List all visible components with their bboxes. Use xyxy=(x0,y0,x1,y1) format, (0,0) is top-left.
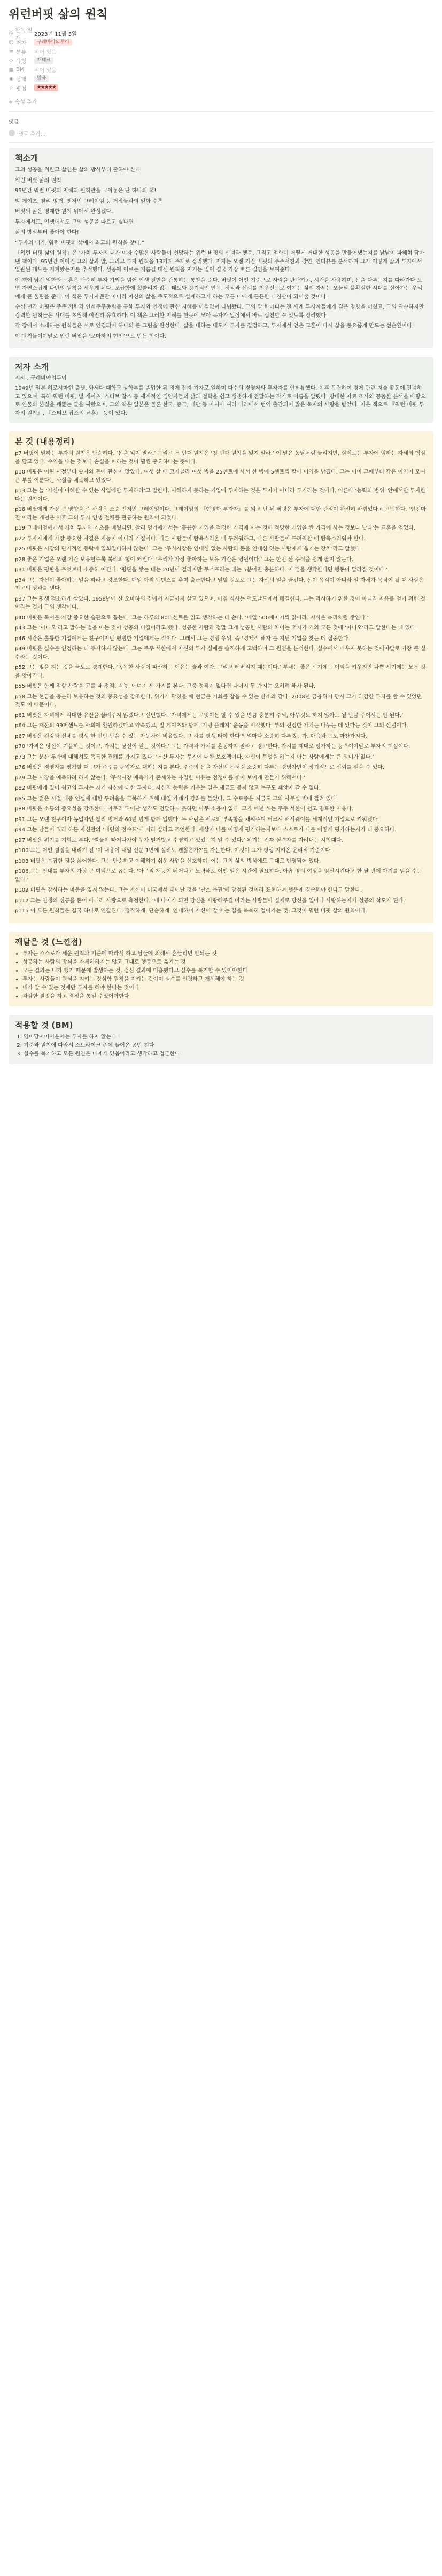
add-property-button[interactable]: + 속성 추가 xyxy=(9,99,37,105)
comments-heading: 댓글 xyxy=(9,119,19,125)
comment-placeholder: 댓글 추가... xyxy=(18,131,46,137)
property-row[interactable] xyxy=(9,47,433,56)
property-value[interactable] xyxy=(34,66,433,74)
property-value[interactable] xyxy=(34,84,433,91)
summary-paragraph: p61 버핏은 자녀에게 막대한 유산을 물려주지 않겠다고 선언했다. ‘자녀에게는 무엇이든 할 수 있을 만큼 충분히 주되, 아무것도 하지 않아도 될 만큼 주어서는 안 된다.’ xyxy=(15,712,404,719)
intro-paragraph: 이 책에 담긴 일화와 교훈은 단순히 투자 기법을 넘어 인생 전반을 관통하는 통찰을 준다. 버핏이 어떤 기준으로 사람을 판단하고, 시간을 사용하며, 돈을 다루는지를 따라가다 보면 자연스럽게 나만의 원칙을 세우게 된다. 조급함에 휩쓸리지 않는 태도와 장기적인 안목, 정직과 신뢰를 최우선으로 여기는 삶의 자세는 오늘날 불확실한 시대를 살아가는 우리에게 큰 울림을 준다. 이 책은 투자자뿐만 아니라 자신의 삶을 주도적으로 설계하고자 하는 모든 이에게 든든한 나침반이 되어줄 것이다. xyxy=(15,277,423,300)
property-name xyxy=(9,57,34,65)
property-value[interactable] xyxy=(34,48,433,56)
property-label: 평점 xyxy=(16,86,27,92)
value-text: 2023년 11월 3일 xyxy=(34,31,77,37)
summary-paragraph: p13 그는 늘 ‘자신이 이해할 수 있는 사업에만 투자하라’고 말한다. 이해하지 못하는 기업에 투자하는 것은 투자가 아니라 투기라는 것이다. 이른바 ‘능력의 범위’ 안에서만 투자한다는 원칙이다. xyxy=(15,488,426,502)
intro-paragraph: 빌 게이츠, 찰리 멍거, 벤저민 그레이엄 등 거장들과의 일화 수록 xyxy=(15,198,163,204)
summary-paragraph: p25 버핏은 시장의 단기적인 등락에 일희일비하지 않는다. 그는 ‘주식시장은 인내심 없는 사람의 돈을 인내심 있는 사람에게 옮기는 장치’라고 말했다. xyxy=(15,546,362,552)
intro-paragraph: 그의 성공을 위한고 삶인은 삶의 방식부터 출하야 한다 xyxy=(15,167,141,173)
summary-paragraph: p82 버핏에게 있어 최고의 투자는 자기 자신에 대한 투자다. 자신의 능력을 키우는 일은 세금도 붙지 않고 누구도 빼앗아 갈 수 없다. xyxy=(15,785,321,791)
body-callout xyxy=(9,431,433,923)
value-text: 비어 있음 xyxy=(34,50,57,56)
summary-paragraph: p58 그는 현금을 충분히 보유하는 것의 중요성을 강조한다. 위기가 닥쳤을 때 현금은 기회를 잡을 수 있는 산소와 같다. 2008년 금융위기 당시 그가 과감한 투자를 할 수 있었던 것도 이 때문이다. xyxy=(15,694,422,708)
property-label: BM xyxy=(16,67,25,73)
summary-paragraph: p76 버핏은 경영자를 평가할 때 그가 주주를 동업자로 대하는지를 본다. 주주의 돈을 자신의 돈처럼 소중히 다루는 경영자만이 장기적으로 신뢰를 얻을 수 있다. xyxy=(15,765,385,770)
summary-paragraph: p52 그는 빚을 지는 것을 극도로 경계한다. ‘똑똑한 사람이 파산하는 이유는 술과 여자, 그리고 레버리지 때문이다.’ 부채는 좋은 시기에는 이익을 키우지만 나쁜 시기에는 모든 것을 앗아간다. xyxy=(15,665,426,679)
summary-paragraph: p37 그는 평생 검소하게 살았다. 1958년에 산 오마하의 집에서 지금까지 살고 있으며, 아침 식사는 맥도날드에서 해결한다. 부는 과시하기 위한 것이 아니라 자유를 얻기 위한 것이라는 것이 그의 생각이다. xyxy=(15,596,425,610)
star-icon: ☆ xyxy=(9,85,14,91)
property-name xyxy=(9,38,34,46)
list-icon: ≡ xyxy=(9,49,13,54)
changes-heading: 깨달은 것 (느낀점) xyxy=(15,936,82,947)
value-tag: 재테크 xyxy=(34,57,53,64)
summary-paragraph: p79 그는 시장을 예측하려 하지 않는다. ‘주식시장 예측가가 존재하는 유일한 이유는 점쟁이를 좋아 보이게 만들기 위해서다.’ xyxy=(15,775,306,781)
property-label: 저자 xyxy=(16,41,27,46)
summary-paragraph: p46 시간은 훌륭한 기업에게는 친구이지만 평범한 기업에게는 적이다. 그래서 그는 경쟁 우위, 즉 ‘경제적 해자’를 지닌 기업을 찾는 데 집중한다. xyxy=(15,635,350,642)
property-name xyxy=(9,75,34,83)
property-name xyxy=(9,48,34,56)
summary-paragraph: p10 버핏은 어린 시절부터 숫자와 돈에 관심이 많았다. 여섯 살 때 코카콜라 여섯 병을 25센트에 사서 한 병에 5센트씩 팔아 이익을 남겼다. 그는 이미 그때부터 작은 이익이 모여 큰 부를 이룬다는 사실을 체득하고 있었다. xyxy=(15,469,425,484)
intro-body xyxy=(15,166,427,341)
property-row[interactable] xyxy=(9,83,433,92)
summary-paragraph: p31 버핏은 평판을 무엇보다 소중히 여긴다. ‘평판을 쌓는 데는 20년이 걸리지만 무너뜨리는 데는 5분이면 충분하다. 이 점을 생각한다면 행동이 달라질 것이다.’ xyxy=(15,567,388,573)
insight-item: • 모든 결과는 내가 했기 때문에 발생하는 것, 정심 결과에 미흡했다고 실수를 복기할 수 있어야한다 xyxy=(22,967,427,975)
property-row[interactable] xyxy=(9,56,433,65)
property-value[interactable] xyxy=(34,57,433,64)
summary-paragraph: p55 버핏은 함께 일할 사람을 고를 때 정직, 지능, 에너지 세 가지를 본다. 그중 정직이 없다면 나머지 두 가지는 오히려 해가 된다. xyxy=(15,683,316,689)
status-icon: ◉ xyxy=(9,76,13,82)
summary-paragraph: p64 그는 재산의 99퍼센트를 사회에 환원하겠다고 약속했고, 빌 게이츠와 함께 ‘기빙 플레지’ 운동을 시작했다. 부의 진정한 가치는 나누는 데 있다는 것이 그의 신념이다. xyxy=(15,723,408,729)
insight-item: • 과감한 결정을 하고 결정을 통일 수있어야한다 xyxy=(22,992,427,1001)
summary-paragraph: p106 그는 인내를 투자의 가장 큰 미덕으로 꼽는다. ‘아무리 재능이 뛰어나고 노력해도 어떤 일은 시간이 필요하다. 아홉 명의 여성을 임신시킨다고 한 달 만에 아기를 얻을 수는 없다.’ xyxy=(15,869,422,883)
summary-paragraph: p112 그는 인생의 성공을 돈이 아니라 사랑으로 측정한다. ‘내 나이가 되면 당신을 사랑해주길 바라는 사람들이 실제로 당신을 얼마나 사랑하는지가 성공의 척도가 된다.’ xyxy=(15,897,407,904)
summary-paragraph: p103 버핏은 복잡한 것을 싫어한다. 그는 단순하고 이해하기 쉬운 사업을 선호하며, 이는 그의 삶의 방식에도 그대로 반영되어 있다. xyxy=(15,858,321,864)
summary-paragraph: p70 ‘가격은 당신이 지불하는 것이고, 가치는 당신이 얻는 것이다.’ 그는 가격과 가치를 혼동하지 말라고 경고한다. 가치를 제대로 평가하는 능력이야말로 투자의 핵심이다. xyxy=(15,744,410,750)
summary-paragraph: p100 그는 어떤 결정을 내리기 전 ‘이 내용이 내일 신문 1면에 실려도 괜찮은가?’를 자문한다. 이것이 그가 평생 지켜온 윤리적 기준이다. xyxy=(15,848,332,854)
body-content xyxy=(15,450,427,916)
action-item: 3. 실수를 복기하고 모든 원인은 나에게 있음이라고 생각하고 접근한다 xyxy=(24,1050,427,1059)
property-label: 상태 xyxy=(16,77,27,83)
summary-paragraph: p115 이 모든 원칙들은 결국 하나로 연결된다. 정직하게, 단순하게, 인내하며 자신이 잘 아는 길을 묵묵히 걸어가는 것. 그것이 워런 버핏 삶의 원칙이다. xyxy=(15,908,367,914)
insight-item: • 투자는 스스로가 세운 원칙과 기준에 따라서 하고 남들에 의해서 흔들리면 안되는 것 xyxy=(22,950,427,958)
property-row[interactable] xyxy=(9,74,433,83)
clock-icon: ◷ xyxy=(9,30,13,36)
summary-paragraph: p28 좋은 기업은 오랜 기간 보유할수록 복리의 힘이 커진다. ‘우리가 가장 좋아하는 보유 기간은 영원이다.’ 그는 한번 산 주식을 쉽게 팔지 않는다. xyxy=(15,556,354,563)
insight-item: • 성공하는 사람의 방식을 자세히하지는 않고 그대로 행동으로 옮기는 것 xyxy=(22,958,427,967)
intro-paragraph: 이 원칙들이야말로 워런 버핏을 ‘오마하의 현인’으로 만든 힘이다. xyxy=(15,333,166,340)
insight-item: • 투자는 사람들이 원심을 지키는 정심함 원칙을 지키는 것이며 실수를 인정하고 개선해야 하는 것 xyxy=(22,975,427,984)
action-item: 2. 기준과 원칙에 따라서 스트라이크 존에 들어온 공만 친다 xyxy=(24,1042,427,1050)
property-name xyxy=(9,67,34,73)
property-label: 완독 일자 xyxy=(15,27,33,42)
summary-paragraph: p43 그는 ‘아니오’라고 말하는 법을 아는 것이 성공의 비결이라고 했다. 성공한 사람과 정말 크게 성공한 사람의 차이는 후자가 거의 모든 것에 ‘아니오’라고 말한다는 데 있다. xyxy=(15,625,417,631)
value-tag: 읽음 xyxy=(34,75,49,82)
avatar xyxy=(9,130,15,136)
author-callout xyxy=(9,357,433,423)
notion-page xyxy=(0,0,442,1064)
summary-paragraph: p34 그는 자신이 좋아하는 일을 하라고 강조한다. 매일 아침 탭댄스를 추며 출근한다고 말할 정도로 그는 자신의 일을 즐긴다. 돈이 목적이 아니라 일 자체가 목적이 될 때 사람은 최고의 성과를 낸다. xyxy=(15,577,424,592)
calendar-icon: ▦ xyxy=(9,67,14,73)
comment-input[interactable] xyxy=(9,128,433,138)
rating-tag: ★★★★★ xyxy=(34,84,58,91)
author-name: 저자 : 구레바야의루이 xyxy=(15,375,67,381)
divider xyxy=(9,111,433,112)
summary-paragraph: p109 버핏은 감사하는 마음을 잊지 않는다. 그는 자신이 미국에서 태어난 것을 ‘난소 복권’에 당첨된 것이라 표현하며 행운에 겸손해야 한다고 말한다. xyxy=(15,887,362,893)
summary-paragraph: p22 투자자에게 가장 중요한 자질은 지능이 아니라 기질이다. 다른 사람들이 탐욕스러울 때 두려워하고, 다른 사람들이 두려워할 때 탐욕스러워야 한다. xyxy=(15,535,366,542)
intro-callout xyxy=(9,148,433,348)
properties-panel xyxy=(9,29,433,92)
author-tag: 구레바야의루이 xyxy=(34,39,72,46)
summary-paragraph: p85 그는 젊은 시절 대중 연설에 대한 두려움을 극복하기 위해 데일 카네기 강좌를 들었다. 그 수료증은 지금도 그의 사무실 벽에 걸려 있다. xyxy=(15,795,338,802)
summary-paragraph: p40 버핏은 독서를 가장 중요한 습관으로 꼽는다. 그는 하루의 80퍼센트를 읽고 생각하는 데 쓴다. ‘매일 500페이지씩 읽어라. 지식은 복리처럼 쌓인다.’ xyxy=(15,615,369,621)
summary-paragraph: p91 그는 오랜 친구이자 동업자인 찰리 멍거와 60년 넘게 함께 일했다. 두 사람은 서로의 부족함을 채워주며 버크셔 해서웨이를 세계적인 기업으로 키워냈다. xyxy=(15,816,379,823)
intro-paragraph: 95년간 워런 버핏의 지혜와 원칙만을 모아놓은 단 하나의 책! xyxy=(15,188,157,194)
intro-paragraph: 투자에서도, 인생에서도 그의 성공을 따르고 싶다면 xyxy=(15,219,134,225)
property-label: 유형 xyxy=(16,59,27,65)
questions-heading: 적용할 것 (BM) xyxy=(15,1020,73,1030)
property-row[interactable] xyxy=(9,65,433,74)
intro-paragraph: 「워런 버핏 삶의 원칙」은 ‘가치 투자의 대가’이자 수많은 사람들이 선망하는 워런 버핏의 신념과 행동, 그리고 철학이 어떻게 거대한 성공을 만들어냈는지를 낱낱이 파헤쳐 담아낸 책이다. 95년간 이어진 그의 삶과 말, 그리고 투자 원칙을 13가지 주제로 정리했다. 저자는 오랜 기간 버핏의 주주서한과 강연, 인터뷰를 분석하며 그가 어떻게 삶과 투자에서 일관된 태도를 지켜왔는지를 추적했다. 성공에 이르는 지름길 대신 원칙을 지키는 일이 결국 가장 빠른 길임을 보여준다. xyxy=(15,250,425,273)
summary-paragraph: p88 버핏은 소통의 중요성을 강조한다. 아무리 뛰어난 생각도 전달하지 못하면 아무 소용이 없다. 그가 매년 쓰는 주주 서한이 쉽고 명료한 이유다. xyxy=(15,806,354,812)
body-heading: 본 것 (내용정리) xyxy=(15,437,75,446)
property-value[interactable] xyxy=(34,75,433,82)
property-name xyxy=(9,84,34,92)
author-bio: 1949년 일본 히로시마현 출생. 와세다 대학교 상학부를 졸업한 뒤 경제 잡지 기자로 일하며 다수의 경영자와 투자자를 인터뷰했다. 이후 독립하여 경제 관련 저술 활동에 전념하고 있으며, 특히 워런 버핏, 빌 게이츠, 스티브 잡스 등 세계적인 경영자들의 삶과 철학을 쉽고 생생하게 전달하는 작가로 이름을 알렸다. 방대한 자료 조사와 꼼꼼한 분석을 바탕으로 인물의 본질을 꿰뚫는 글을 써왔으며, 그의 책은 일본은 물론 한국, 중국, 대만 등 아시아 여러 나라에서 번역 출간되어 많은 독자의 사랑을 받았다. 지은 책으로 『워런 버핏 투자의 원칙』, 『스티브 잡스의 교훈』 등이 있다. xyxy=(15,385,426,416)
intro-paragraph: 수십 년간 버핏은 주주 서한과 연례주주총회를 통해 투자와 인생에 관한 지혜를 아낌없이 나눠왔다. 그의 말 한마디는 전 세계 투자자들에게 깊은 영향을 미쳤고, 그의 단순하지만 강력한 원칙들은 시대를 초월해 여전히 유효하다. 이 책은 그러한 지혜를 한곳에 모아 독자가 일상에서 바로 실천할 수 있도록 정리했다. xyxy=(15,304,424,319)
value-text: 비어 있음 xyxy=(34,68,57,74)
changes-list xyxy=(15,950,427,1001)
divider xyxy=(9,142,433,143)
author-heading: 저자 소개 xyxy=(15,362,49,372)
intro-paragraph: “투자의 대가, 워런 버핏의 삶에서 최고의 원칙을 찾다.” xyxy=(15,240,144,246)
action-item: 1. 영미당이어이운에는 투자를 하지 않는다 xyxy=(24,1033,427,1042)
page-title[interactable]: 위런버핏 삶의 원칙 xyxy=(9,8,108,21)
insight-item: • 내가 알 수 있는 것에만 투자를 해야 한다는 것이다 xyxy=(22,984,427,992)
summary-paragraph: p19 그레이엄에게서 가치 투자의 기초를 배웠다면, 찰리 멍거에게서는 ‘훌륭한 기업을 적정한 가격에 사는 것이 적당한 기업을 싼 가격에 사는 것보다 낫다’는 교훈을 얻었다. xyxy=(15,525,415,531)
questions-list xyxy=(15,1033,427,1059)
person-icon: ☺ xyxy=(9,40,14,45)
changes-callout xyxy=(9,932,433,1006)
intro-paragraph: 삶의 방식부터 좋아야 한다! xyxy=(15,230,79,235)
summary-paragraph: p67 버핏은 건강과 신체를 평생 한 번만 받을 수 있는 자동차에 비유했다. 그 차를 평생 타야 한다면 얼마나 소중히 다루겠는가. 마음과 몸도 마찬가지다. xyxy=(15,733,367,739)
property-label: 분류 xyxy=(16,50,27,56)
summary-paragraph: p49 버핏은 실수를 인정하는 데 주저하지 않는다. 그는 주주 서한에서 자신의 투자 실패를 솔직하게 고백하며 그 원인을 분석한다. 실수에서 배우지 못하는 것이야말로 가장 큰 실수라는 것이다. xyxy=(15,646,426,660)
summary-paragraph: p94 그는 남들이 뭐라 하든 자신만의 ‘내면의 점수표’에 따라 살라고 조언한다. 세상이 나를 어떻게 평가하는지보다 스스로가 나를 어떻게 평가하는지가 더 중요하다. xyxy=(15,827,397,833)
intro-heading: 책소개 xyxy=(15,153,38,163)
questions-callout xyxy=(9,1015,433,1064)
intro-paragraph: 버핏의 삶은 명쾌한 원칙 위에서 완성됐다. xyxy=(15,209,113,215)
summary-paragraph: p16 버핏에게 가장 큰 영향을 준 사람은 스승 벤저민 그레이엄이다. 그레이엄의 『현명한 투자자』를 읽고 난 뒤 버핏은 투자에 대한 관점이 완전히 바뀌었다고 고백한다. ‘안전마진’이라는 개념은 이후 그의 투자 인생 전체를 관통하는 원칙이 되었다. xyxy=(15,507,426,521)
intro-paragraph: 워런 버핏 삶의 원칙 xyxy=(15,177,61,184)
property-value[interactable] xyxy=(34,39,433,46)
summary-paragraph: p73 그는 분산 투자에 대해서도 독특한 견해를 가지고 있다. ‘분산 투자는 무지에 대한 보호책이다. 자신이 무엇을 하는지 아는 사람에게는 큰 의미가 없다.’ xyxy=(15,754,374,760)
property-value[interactable] xyxy=(34,29,433,37)
tag-icon: ◇ xyxy=(9,58,13,64)
intro-paragraph: 각 장에서 소개하는 원칙들은 서로 연결되어 하나의 큰 그림을 완성한다. 삶을 대하는 태도가 투자를 결정하고, 투자에서 얻은 교훈이 다시 삶을 풍요롭게 만드는 선순환이다. xyxy=(15,323,414,329)
summary-paragraph: p97 버핏은 위기를 기회로 본다. ‘썰물이 빠져나가야 누가 벌거벗고 수영하고 있었는지 알 수 있다.’ 위기는 진짜 실력자를 가려내는 시험대다. xyxy=(15,837,343,844)
summary-paragraph: p7 버핏이 말하는 투자의 원칙은 단순하다. ‘돈을 잃지 말라.’ 그리고 두 번째 원칙은 ‘첫 번째 원칙을 잊지 말라.’ 이 말은 농담처럼 들리지만, 실제로는 투자에 임하는 자세의 핵심을 담고 있다. 수익을 내는 것보다 손실을 피하는 것이 훨씬 중요하다는 뜻이다. xyxy=(15,451,426,465)
property-row[interactable] xyxy=(9,38,433,47)
property-row[interactable] xyxy=(9,27,433,42)
